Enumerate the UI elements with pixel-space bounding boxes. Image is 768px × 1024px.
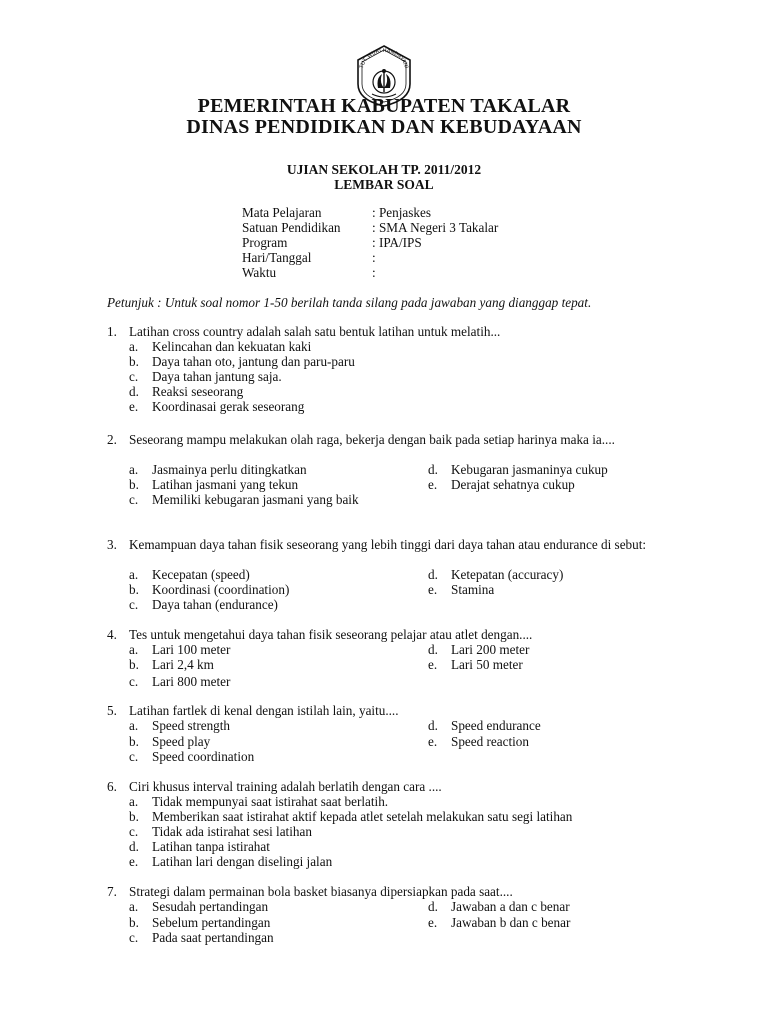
exam-title: UJIAN SEKOLAH TP. 2011/2012 — [286, 162, 482, 177]
question-text: Kemampuan daya tahan fisik seseorang yang lebih tinggi dari daya tahan atau endurance di sebut: — [129, 537, 647, 552]
info-value: : SMA Negeri 3 Takalar — [372, 220, 499, 235]
info-value: : Penjaskes — [372, 205, 431, 220]
info-label: Waktu — [242, 265, 277, 280]
question-number: 1. — [107, 324, 117, 339]
exam-page: TUT WURI HANDAYANI PEMERINTAH KABUPATEN TAKALAR DINAS PENDIDIKAN DAN KEBUDAYAAN UJIAN SEKOLAH TP. 2011/2012 LEMBAR SOAL Mata Pelajaran : Penjaskes Satuan Pendidikan : SMA Negeri 3 Takalar Program : IPA/IPS Hari/Tanggal : Waktu : Petunjuk : Untuk soal nomor 1-50 berilah tanda silang pada jawaban yang dianggap tepat. 1. Latihan cross country adalah salah satu bentuk latihan untuk melatih... a. Kelincahan dan kekuatan kaki b. Daya tahan oto, jantung dan paru-paru c. Daya tahan jantung saja. d. Reaksi seseorang e. Koordinasai gerak seseorang 2. Seseorang mampu melakukan olah raga, bekerja dengan baik pada setiap harinya maka ia.... a. Jasmainya perlu ditingkatkan b. Latihan jasmani yang tekun c. Memiliki kebugaran jasmani yang baik d. Kebugaran jasmaninya cukup e. Derajat sehatnya cukup 3. Kemampuan daya tahan fisik seseorang yang lebih tinggi dari daya tahan atau endurance di sebut: a. Kecepatan (speed) b. Koordinasi (coordination) c. Daya tahan (endurance) d. Ketepatan (accuracy) e. Stamina 4. Tes untuk mengetahui daya tahan fisik seseorang pelajar atau atlet dengan.... a. Lari 100 meter b. Lari 2,4 km c. Lari 800 meter d. Lari 200 meter e. Lari 50 meter 5. Latihan fartlek di kenal dengan istilah lain, yaitu.... a. Speed strength b. Speed play c. Speed coordination d. Speed endurance e. Speed reaction 6. Ciri khusus interval training adalah berlatih dengan cara .... a. Tidak mempunyai saat istirahat saat berlatih. b. Memberikan saat istirahat aktif kepada atlet setelah melakukan satu segi latihan c. Tidak ada istirahat sesi latihan d. Latihan tanpa istirahat e. Latihan lari dengan diselingi jalan 7. Strategi dalam permainan bola basket biasanya dipersiapkan pada saat.... a. Sesudah pertandingan b. Sebelum pertandingan c. Pada saat pertandingan d. Jawaban a dan c benar e. Jawaban b dan c benar — [0, 0, 768, 1024]
question-number: 4. — [107, 627, 117, 642]
question-text: Seseorang mampu melakukan olah raga, bekerja dengan baik pada setiap harinya maka ia.... — [129, 432, 615, 447]
info-label: Hari/Tanggal — [242, 250, 312, 265]
info-value: : IPA/IPS — [372, 235, 422, 250]
info-value: : — [372, 250, 376, 265]
info-label: Satuan Pendidikan — [242, 220, 341, 235]
info-label: Program — [242, 235, 288, 250]
question-text: Latihan fartlek di kenal dengan istilah lain, yaitu.... — [129, 703, 399, 718]
question-text: Ciri khusus interval training adalah berlatih dengan cara .... — [129, 779, 442, 794]
question-number: 2. — [107, 432, 117, 447]
question-text: Tes untuk mengetahui daya tahan fisik seseorang pelajar atau atlet dengan.... — [129, 627, 533, 642]
sheet-title: LEMBAR SOAL — [334, 177, 434, 192]
instructions: Petunjuk : Untuk soal nomor 1-50 berilah tanda silang pada jawaban yang dianggap tepat. — [107, 295, 592, 310]
department-heading: DINAS PENDIDIKAN DAN KEBUDAYAAN — [186, 116, 582, 138]
question-number: 5. — [107, 703, 117, 718]
logo-motto: TUT WURI HANDAYANI — [358, 47, 410, 70]
question-text: Strategi dalam permainan bola basket biasanya dipersiapkan pada saat.... — [129, 884, 513, 899]
government-heading: PEMERINTAH KABUPATEN TAKALAR — [197, 95, 571, 117]
question-number: 6. — [107, 779, 117, 794]
question-number: 3. — [107, 537, 117, 552]
question-text: Latihan cross country adalah salah satu bentuk latihan untuk melatih... — [129, 324, 501, 339]
info-value: : — [372, 265, 376, 280]
question-number: 7. — [107, 884, 117, 899]
svg-text:TUT WURI HANDAYANI — [359, 48, 410, 70]
info-label: Mata Pelajaran — [242, 205, 322, 220]
